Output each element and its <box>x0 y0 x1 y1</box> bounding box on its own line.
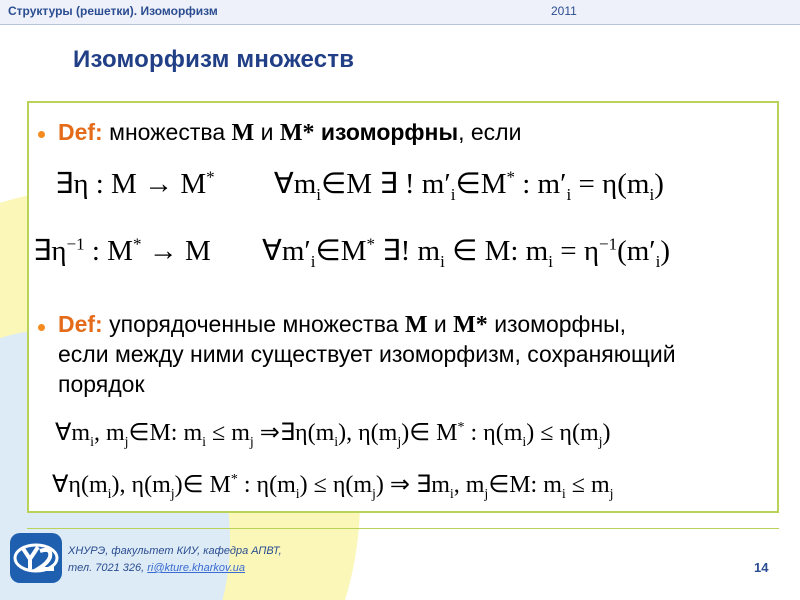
def-text: множества <box>109 119 226 145</box>
university-logo-icon <box>10 533 62 583</box>
footer-phone: тел. 7021 326, <box>68 562 145 574</box>
header-divider <box>0 24 800 25</box>
bullet-dot-icon <box>38 131 45 138</box>
set-m-star: M* <box>279 120 315 146</box>
def-text: упорядоченные множества <box>109 311 399 337</box>
presentation-title: Структуры (решетки). Изоморфизм <box>8 4 218 18</box>
def-keyword: Def: <box>58 311 103 337</box>
bullet-dot-icon <box>38 324 45 331</box>
set-m: M <box>231 120 255 146</box>
footer-email-link[interactable]: ri@kture.kharkov.ua <box>147 562 246 574</box>
set-m-star: M* <box>453 312 488 338</box>
formula-order-preserving-inverse: $\forall\eta(m_i)$, $\eta(m_j)\in$ M* : $\eta(m_i) \le \eta(m_j)$ ⇒ $\exists m_i$, $m_j\in M$: $m_i \le m_j$ <box>52 472 614 502</box>
def-text-tail: изоморфны, <box>494 311 627 337</box>
formula-isomorphism-inverse: $\exists\eta^{-1}$ : M* → M $\forall m'_i\in M^*$ ∃! $m_i$ ∈ M: $m_i = \eta^{-1}(m'_i)$ <box>33 234 671 271</box>
definition-2-line-3: порядок <box>58 371 145 397</box>
def-conjunction: и <box>260 119 274 145</box>
def-conjunction: и <box>433 311 447 337</box>
definition-1-line <box>58 118 521 147</box>
footer-contacts <box>68 562 245 574</box>
def-bold-term: изоморфны <box>320 119 459 145</box>
footer-institution: ХНУРЭ, факультет КИУ, кафедра АПВТ, <box>68 545 282 557</box>
formula-order-preserving-forward: $\forall m_i$, $m_j\in M$: $m_i \le m_j$ $\Rightarrow\exists\eta(m_i)$, $\eta(m_j)\in$ M* : $\eta(m_i) \le \eta(m_j)$ <box>55 420 611 450</box>
footer-divider <box>27 528 779 529</box>
def-keyword: Def: <box>58 119 103 145</box>
definition-2-line-2: если между ними существует изоморфизм, сохраняющий <box>58 341 676 367</box>
page-number: 14 <box>754 560 769 575</box>
formula-isomorphism-forward: ∃η : M → M* $\forall m_i\in M$ ∃ ! $m'_i\in M^*$ : $m'_i = \eta(m_i)$ <box>55 167 664 204</box>
content-frame <box>27 101 779 513</box>
definition-2-line-1 <box>58 310 626 339</box>
slide-title: Изоморфизм множеств <box>73 46 355 73</box>
presentation-year: 2011 <box>551 4 577 18</box>
def-text-tail: , если <box>458 119 522 145</box>
set-m: M <box>404 312 428 338</box>
